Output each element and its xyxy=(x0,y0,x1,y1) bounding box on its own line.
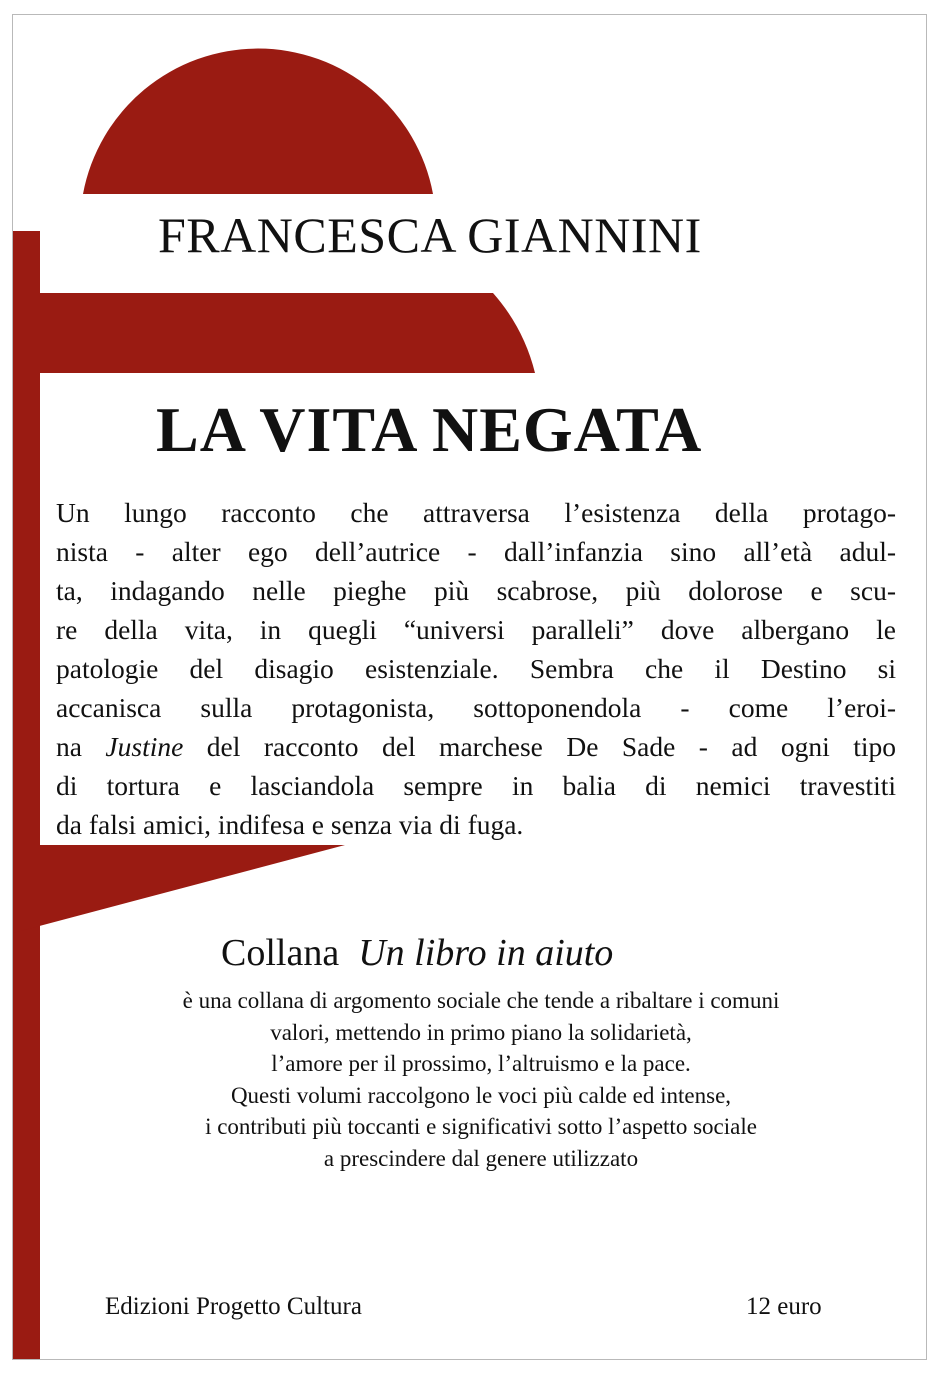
author-name: FRANCESCA GIANNINI xyxy=(158,207,702,263)
synopsis-line: accanisca sulla protagonista, sottoponendola - come l’eroi- xyxy=(56,692,896,723)
series-description-line: valori, mettendo in primo piano la solidarietà, xyxy=(270,1019,692,1045)
publisher-name: Edizioni Progetto Cultura xyxy=(105,1293,362,1320)
synopsis-line: da falsi amici, indifesa e senza via di fuga. xyxy=(56,809,524,840)
book-back-cover xyxy=(12,14,927,1360)
series-description xyxy=(53,985,909,1174)
synopsis-line: nista - alter ego dell’autrice - dall’infanzia sino all’età adul- xyxy=(56,536,896,567)
series-description-line: l’amore per il prossimo, l’altruismo e la pace. xyxy=(271,1051,691,1076)
synopsis-italic-title: Justine xyxy=(105,731,184,762)
book-title: LA VITA NEGATA xyxy=(156,394,703,465)
series-description-line: i contributi più toccanti e significativi sotto l’aspetto sociale xyxy=(205,1114,757,1139)
series-heading xyxy=(221,933,613,975)
synopsis-text: na xyxy=(56,731,106,762)
series-name: Un libro in aiuto xyxy=(358,932,614,974)
logo-vertical-bar xyxy=(13,231,40,1360)
synopsis-line: patologie del disagio esistenziale. Sembra che il Destino si xyxy=(56,653,896,684)
synopsis-line xyxy=(56,727,896,766)
series-description-line: a prescindere dal genere utilizzato xyxy=(323,1145,639,1171)
synopsis-line: di tortura e lasciandola sempre in balia di nemici travestiti xyxy=(56,770,896,801)
synopsis-line: ta, indagando nelle pieghe più scabrose, più dolorose e scu- xyxy=(56,575,896,606)
logo-lower-wedge xyxy=(13,845,345,933)
price-label: 12 euro xyxy=(746,1293,822,1320)
logo-middle-band xyxy=(13,293,535,373)
synopsis-line: re della vita, in quegli “universi paralleli” dove albergano le xyxy=(56,614,896,645)
synopsis-line: Un lungo racconto che attraversa l’esistenza della protago- xyxy=(56,497,896,528)
logo-top-arc xyxy=(83,49,433,194)
series-description-line: è una collana di argomento sociale che tende a ribaltare i comuni xyxy=(182,988,780,1013)
series-description-line: Questi volumi raccolgono le voci più calde ed intense, xyxy=(230,1082,732,1108)
series-label: Collana xyxy=(221,932,340,974)
synopsis-text: del racconto del marchese De Sade - ad ogni tipo xyxy=(183,731,896,762)
book-synopsis xyxy=(56,493,896,844)
